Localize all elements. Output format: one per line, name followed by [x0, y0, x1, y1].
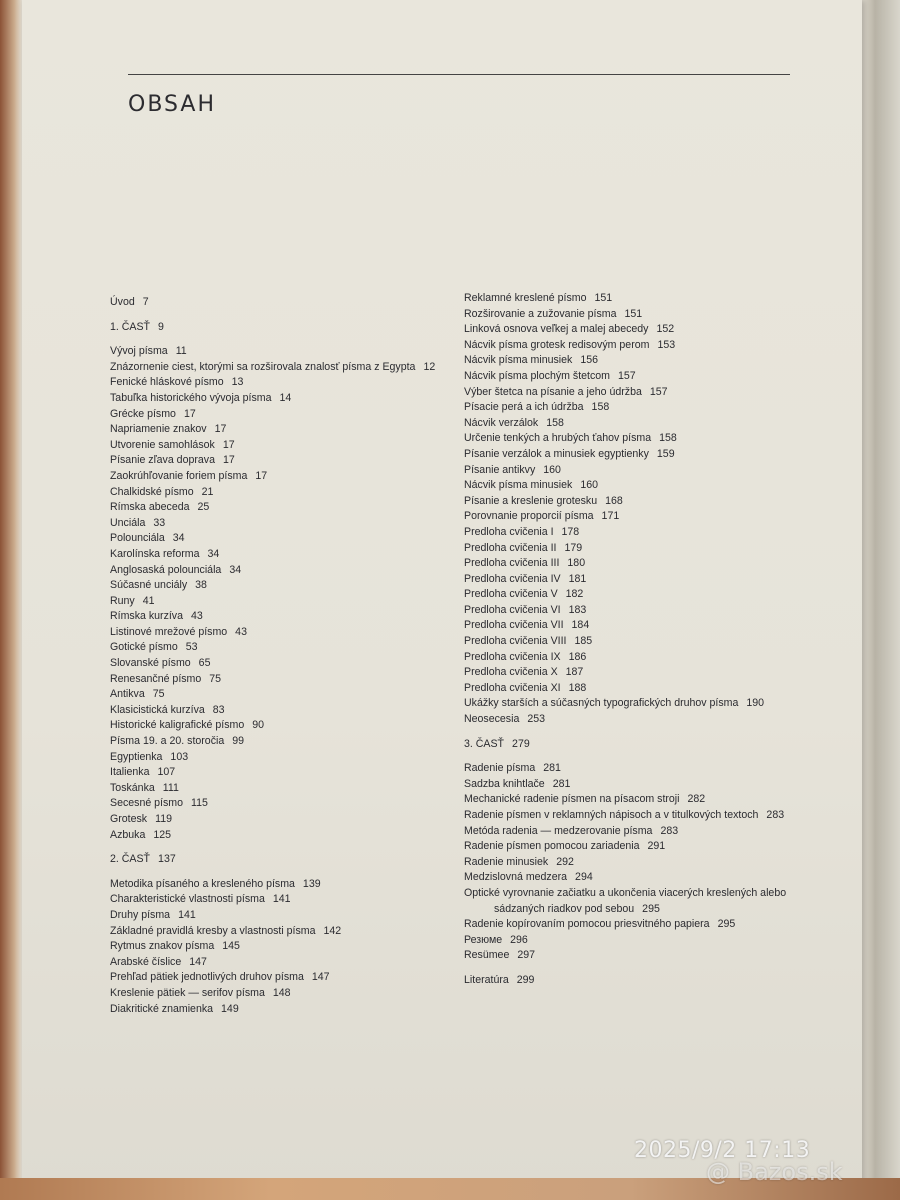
toc-entry-page: 152 [656, 323, 675, 336]
toc-entry [464, 603, 799, 619]
toc-entry-title: Literatúra [464, 973, 509, 986]
toc-entry-title: Fenické hláskové písmo [110, 376, 224, 389]
toc-entry-title: Radenie písma [464, 762, 536, 775]
toc-entry [464, 509, 799, 525]
toc-entry-page: 7 [142, 296, 149, 308]
toc-section-heading [464, 973, 799, 989]
toc-entry-page: 158 [546, 416, 564, 429]
toc-entry-page: 179 [564, 541, 583, 554]
toc-entry [110, 609, 450, 625]
toc-entry [110, 687, 450, 703]
toc-entry-page: 119 [155, 813, 172, 825]
toc-entry [110, 656, 450, 672]
toc-entry-title: Výber štetca na písanie a jeho údržba [464, 385, 642, 398]
toc-entry [464, 634, 799, 650]
toc-entry [464, 400, 799, 416]
toc-entry-title: 1. ČASŤ [110, 320, 151, 333]
toc-entry [110, 703, 450, 719]
toc-entry [464, 933, 799, 949]
toc-entry-page: 158 [591, 401, 610, 414]
toc-entry-page: 147 [189, 955, 207, 968]
toc-entry [110, 516, 450, 532]
toc-entry-title: Predloha cvičenia VI [464, 603, 561, 616]
toc-entry-page: 17 [255, 469, 268, 482]
toc-entry [464, 948, 799, 964]
toc-entry [464, 369, 799, 385]
toc-entry-title: Predloha cvičenia III [464, 557, 560, 570]
toc-entry-title: Diakritické znamienka [110, 1002, 214, 1015]
page-title: OBSAH [128, 92, 216, 117]
toc-entry-title: Reklamné kreslené písmo [464, 292, 587, 304]
toc-entry [110, 986, 450, 1002]
toc-entry-page: 17 [214, 423, 227, 436]
toc-entry-page: 168 [605, 494, 623, 507]
toc-entry-title: Optické vyrovnanie začiatku a ukončenia viacerých kreslených alebo sádzaných riadkov pod sebou [464, 886, 787, 915]
toc-entry-page: 145 [222, 940, 240, 953]
toc-entry-page: 292 [556, 855, 574, 868]
toc-entry-title: Súčasné unciály [110, 579, 188, 592]
toc-entry-title: Nácvik verzálok [464, 416, 539, 429]
toc-entry-title: Napriamenie znakov [110, 423, 207, 436]
toc-entry [110, 892, 450, 908]
toc-entry-page: 171 [601, 510, 620, 523]
toc-entry-page: 99 [232, 735, 245, 748]
toc-entry-title: Tabuľka historického vývoja písma [110, 391, 272, 404]
toc-entry-title: Резюме [464, 933, 503, 946]
toc-entry [464, 587, 799, 603]
toc-entry [110, 469, 450, 485]
toc-entry-title: Gotické písmo [110, 641, 178, 654]
toc-entry-title: Medzislovná medzera [464, 871, 568, 884]
toc-entry [464, 777, 799, 793]
toc-entry-page: 141 [178, 908, 196, 921]
toc-entry [464, 541, 799, 557]
toc-entry-page: 75 [209, 672, 222, 685]
toc-entry-title: Základné pravidlá kresby a vlastnosti písma [110, 924, 316, 937]
toc-entry-title: Utvorenie samohlások [110, 438, 215, 451]
toc-entry-page: 34 [207, 547, 220, 560]
toc-entry [464, 855, 799, 871]
toc-entry-page: 107 [157, 766, 176, 779]
toc-entry [464, 886, 799, 917]
toc-entry [110, 391, 450, 407]
toc-entry [110, 500, 450, 516]
toc-entry [110, 485, 450, 501]
toc-entry-page: 157 [649, 385, 668, 398]
toc-entry [110, 924, 450, 940]
toc-entry-page: 153 [657, 338, 676, 351]
toc-section-heading [110, 320, 450, 336]
toc-entry-page: 157 [618, 369, 636, 382]
toc-entry-title: Kreslenie pätiek — serifov písma [110, 986, 265, 999]
toc-entry-page: 148 [272, 986, 291, 999]
toc-entry-title: Azbuka [110, 828, 146, 841]
toc-entry-title: Písanie zľava doprava [110, 454, 215, 467]
toc-entry-title: Mechanické radenie písmen na písacom stroji [464, 793, 680, 806]
toc-entry-title: Arabské číslice [110, 955, 182, 968]
toc-entry-title: 3. ČASŤ [464, 737, 505, 750]
toc-entry-page: 291 [647, 840, 666, 853]
toc-entry [464, 463, 799, 479]
toc-entry-page: 281 [552, 777, 571, 790]
toc-entry-page: 14 [279, 391, 292, 404]
toc-entry-title: Písma 19. a 20. storočia [110, 735, 225, 748]
toc-entry [110, 594, 450, 610]
toc-entry-title: Radenie písmen pomocou zariadenia [464, 840, 640, 853]
toc-entry-page: 75 [152, 688, 165, 701]
toc-entry-title: Slovanské písmo [110, 657, 191, 670]
toc-entry-page: 12 [423, 360, 436, 373]
toc-entry [464, 824, 799, 840]
toc-entry [110, 547, 450, 563]
toc-entry [110, 360, 450, 376]
toc-entry-title: Rozširovanie a zužovanie písma [464, 307, 617, 320]
toc-entry-page: 137 [158, 853, 176, 866]
toc-entry [110, 625, 450, 641]
toc-entry-page: 283 [660, 824, 679, 837]
toc-entry-title: Zaokrúhľovanie foriem písma [110, 469, 248, 482]
toc-entry-page: 160 [543, 463, 561, 476]
toc-entry-title: Nácvik písma grotesk redisovým perom [464, 338, 650, 351]
toc-entry-title: Toskánka [110, 781, 155, 794]
toc-entry-title: Grotesk [110, 813, 148, 825]
toc-entry-title: Chalkidské písmo [110, 485, 194, 498]
toc-entry-title: Anglosaská polounciála [110, 563, 222, 576]
toc-entry-title: Karolínska reforma [110, 547, 200, 560]
toc-entry [110, 453, 450, 469]
toc-entry [464, 494, 799, 510]
toc-entry-page: 65 [198, 657, 211, 670]
toc-entry [464, 761, 799, 777]
toc-entry-page: 34 [172, 532, 185, 545]
toc-entry [464, 618, 799, 634]
toc-entry-title: Nácvik písma plochým štetcom [464, 369, 611, 382]
toc-entry-title: Predloha cvičenia VIII [464, 635, 567, 648]
photo-timestamp: 2025/9/2 17:13 [634, 1138, 811, 1163]
toc-entry-title: Vývoj písma [110, 345, 168, 358]
toc-entry-page: 141 [272, 893, 291, 906]
toc-entry-page: 187 [565, 666, 584, 679]
toc-entry-title: Ukážky starších a súčasných typografických druhov písma [464, 697, 739, 710]
toc-entry-title: Unciála [110, 516, 146, 529]
toc-entry [110, 375, 450, 391]
toc-entry-page: 34 [229, 563, 242, 576]
toc-entry [464, 431, 799, 447]
toc-entry-title: Predloha cvičenia II [464, 541, 557, 554]
toc-entry-page: 295 [717, 918, 736, 931]
toc-entry-page: 115 [191, 797, 208, 810]
toc-entry [110, 578, 450, 594]
toc-entry [464, 665, 799, 681]
toc-entry-title: 2. ČASŤ [110, 853, 151, 866]
toc-entry [110, 750, 450, 766]
toc-entry-title: Radenie kopírovaním pomocou priesvitného papiera [464, 918, 710, 931]
toc-entry [464, 808, 799, 824]
toc-entry-page: 9 [158, 320, 164, 333]
toc-entry-page: 13 [231, 376, 244, 389]
site-watermark: @ Bazos.sk [706, 1158, 843, 1186]
toc-entry-title: Rímska abeceda [110, 501, 190, 514]
toc-entry-title: Secesné písmo [110, 797, 184, 810]
toc-entry-title: Metodika písaného a kresleného písma [110, 877, 295, 890]
toc-entry-page: 33 [153, 516, 166, 529]
toc-entry-page: 125 [153, 828, 172, 841]
toc-entry [464, 322, 799, 338]
toc-entry-page: 53 [185, 641, 198, 654]
toc-entry-page: 111 [162, 781, 179, 794]
toc-entry-page: 180 [567, 557, 586, 570]
toc-entry-title: Písanie verzálok a minusiek egyptienky [464, 447, 649, 460]
toc-entry-page: 178 [561, 525, 580, 538]
toc-entry-page: 11 [175, 345, 187, 358]
toc-entry-title: Písanie antikvy [464, 463, 536, 476]
toc-entry-page: 183 [568, 603, 587, 616]
toc-entry-title: Italienka [110, 766, 150, 779]
toc-entry-page: 25 [197, 501, 210, 514]
toc-entry-page: 159 [656, 447, 675, 460]
toc-entry-title: Znázornenie ciest, ktorými sa rozširovala znalosť písma z Egypta [110, 360, 416, 373]
toc-entry [110, 563, 450, 579]
toc-section-heading [464, 737, 799, 753]
toc-entry-page: 283 [766, 809, 785, 821]
toc-entry-page: 43 [191, 610, 203, 623]
toc-entry [464, 681, 799, 697]
toc-entry-page: 17 [222, 438, 235, 451]
toc-entry-title: Určenie tenkých a hrubých ťahov písma [464, 432, 652, 445]
toc-entry [110, 796, 450, 812]
toc-entry-title: Písacie perá a ich údržba [464, 401, 584, 414]
toc-entry-page: 90 [252, 719, 265, 732]
toc-entry-title: Rytmus znakov písma [110, 940, 215, 953]
toc-entry [110, 970, 450, 986]
toc-section-heading [110, 852, 450, 868]
toc-entry-title: Predloha cvičenia VII [464, 619, 564, 632]
toc-entry-title: Grécke písmo [110, 407, 176, 420]
toc-entry-title: Predloha cvičenia IX [464, 650, 561, 663]
toc-entry-page: 139 [302, 877, 321, 890]
toc-entry [110, 812, 450, 828]
toc-entry-title: Predloha cvičenia I [464, 525, 554, 538]
toc-entry-title: Porovnanie proporcií písma [464, 510, 594, 523]
toc-entry-page: 103 [170, 750, 189, 763]
toc-entry [110, 955, 450, 971]
toc-entry-title: Metóda radenia — medzerovanie písma [464, 824, 653, 837]
toc-entry-page: 21 [201, 485, 214, 498]
toc-entry-page: 17 [183, 407, 196, 420]
toc-entry-title: Predloha cvičenia XI [464, 681, 561, 694]
toc-entry [464, 650, 799, 666]
toc-entry [110, 438, 450, 454]
toc-entry-title: Antikva [110, 688, 145, 701]
toc-entry-page: 188 [568, 681, 587, 694]
toc-entry-title: Radenie minusiek [464, 855, 549, 868]
toc-entry-title: Písanie a kreslenie grotesku [464, 494, 598, 507]
toc-entry [110, 531, 450, 547]
toc-entry [110, 734, 450, 750]
toc-entry [464, 572, 799, 588]
toc-entry-page: 186 [568, 650, 587, 663]
toc-entry-page: 38 [195, 579, 207, 592]
toc-entry [464, 416, 799, 432]
toc-entry [464, 839, 799, 855]
toc-entry [464, 338, 799, 354]
toc-entry [110, 939, 450, 955]
toc-entry-page: 83 [212, 703, 225, 716]
toc-entry-page: 299 [516, 973, 535, 986]
toc-entry [464, 353, 799, 369]
toc-entry-title: Linková osnova veľkej a malej abecedy [464, 323, 649, 336]
toc-entry [464, 696, 799, 712]
toc-entry-page: 279 [512, 737, 530, 750]
toc-entry-title: Radenie písmen v reklamných nápisoch a v titulkových textoch [464, 809, 759, 821]
toc-entry-page: 181 [568, 572, 587, 585]
toc-entry-page: 253 [527, 713, 546, 726]
toc-entry-title: Listinové mrežové písmo [110, 625, 228, 638]
toc-entry-page: 282 [687, 793, 706, 806]
toc-entry-title: Nácvik písma minusiek [464, 479, 573, 492]
toc-entry [464, 447, 799, 463]
toc-entry [464, 870, 799, 886]
toc-entry-title: Neosecesia [464, 713, 520, 726]
toc-entry-page: 295 [642, 902, 660, 915]
toc-entry-title: Resümee [464, 949, 510, 962]
toc-entry-page: 43 [235, 625, 247, 638]
toc-entry [464, 917, 799, 933]
toc-entry-page: 185 [574, 635, 593, 648]
toc-entry [464, 307, 799, 323]
toc-entry-title: Nácvik písma minusiek [464, 354, 573, 367]
toc-entry-title: Historické kaligrafické písmo [110, 719, 245, 732]
toc-entry-page: 147 [311, 971, 330, 984]
toc-entry [110, 672, 450, 688]
toc-entry-page: 294 [575, 871, 593, 884]
toc-entry [110, 828, 450, 844]
toc-entry-title: Charakteristické vlastnosti písma [110, 893, 265, 906]
toc-entry-page: 41 [142, 594, 155, 607]
toc-entry-page: 17 [222, 454, 235, 467]
toc-entry-page: 160 [580, 479, 599, 492]
toc-entry-page: 151 [624, 307, 643, 320]
toc-entry [110, 877, 450, 893]
toc-entry [464, 556, 799, 572]
toc-entry [464, 385, 799, 401]
toc-entry [464, 792, 799, 808]
toc-entry [110, 640, 450, 656]
toc-entry-title: Egyptienka [110, 750, 163, 763]
toc-entry [110, 781, 450, 797]
toc-right-column [464, 291, 799, 998]
toc-entry-title: Predloha cvičenia V [464, 588, 558, 601]
toc-entry-title: Predloha cvičenia IV [464, 572, 561, 585]
toc-entry-page: 281 [543, 762, 561, 775]
toc-entry-title: Rímska kurzíva [110, 610, 183, 623]
toc-entry-title: Sadzba knihtlače [464, 777, 545, 790]
toc-entry [110, 765, 450, 781]
toc-left-column [110, 286, 450, 1017]
toc-entry-page: 184 [571, 619, 590, 632]
toc-entry-title: Polounciála [110, 532, 165, 545]
toc-entry [110, 344, 450, 360]
toc-entry-page: 142 [323, 924, 342, 937]
toc-entry [464, 478, 799, 494]
toc-entry-title: Prehľad pätiek jednotlivých druhov písma [110, 971, 304, 984]
toc-entry-page: 151 [594, 292, 613, 304]
toc-entry-page: 190 [746, 697, 765, 710]
toc-entry [110, 1002, 450, 1018]
toc-entry [464, 525, 799, 541]
toc-entry-title: Predloha cvičenia X [464, 666, 558, 679]
toc-entry-page: 156 [580, 354, 599, 367]
toc-entry-page: 182 [565, 588, 584, 601]
toc-entry-page: 149 [221, 1002, 239, 1015]
toc-entry-page: 297 [517, 949, 536, 962]
toc-entry [110, 407, 450, 423]
toc-entry-page: 158 [659, 432, 677, 445]
toc-entry [110, 908, 450, 924]
toc-entry-title: Renesančné písmo [110, 672, 202, 685]
toc-entry [464, 712, 799, 728]
toc-entry-title: Runy [110, 594, 135, 607]
toc-entry-title: Klasicistická kurzíva [110, 703, 205, 716]
toc-entry [110, 718, 450, 734]
toc-entry [110, 422, 450, 438]
toc-section-heading [110, 295, 450, 311]
toc-entry-page: 296 [510, 933, 528, 946]
toc-entry-title: Úvod [110, 296, 135, 308]
toc-entry-title: Druhy písma [110, 908, 171, 921]
toc-entry [464, 291, 799, 307]
header-rule [128, 74, 790, 75]
